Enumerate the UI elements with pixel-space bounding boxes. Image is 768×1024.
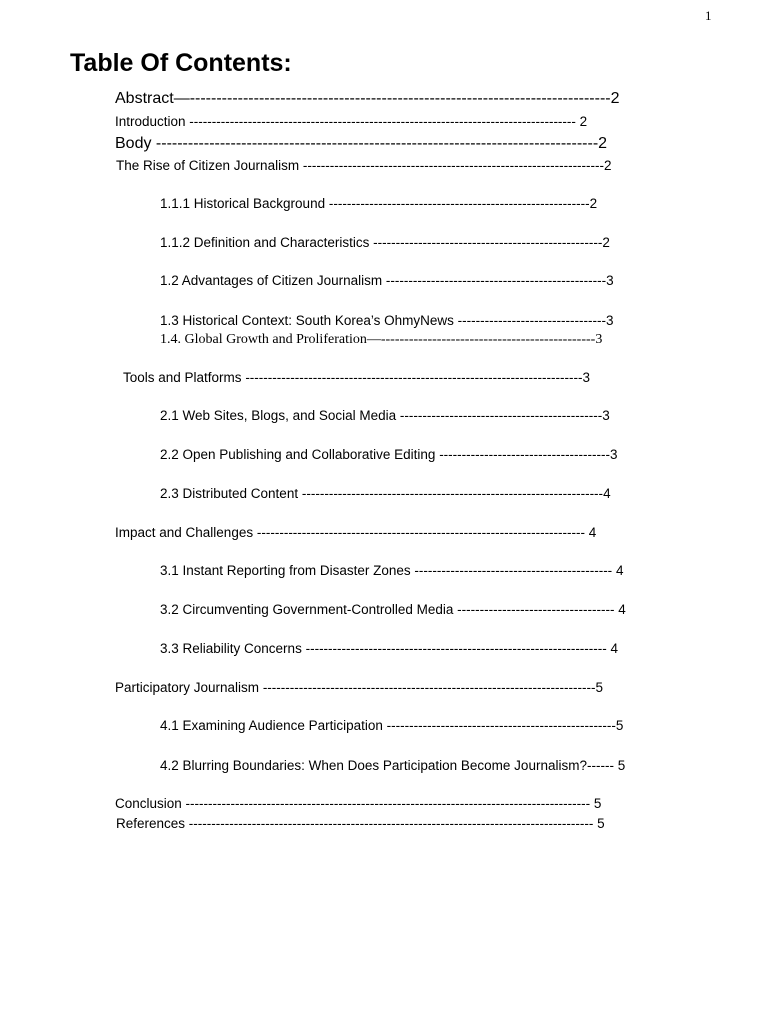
toc-entry-label: 4.1 Examining Audience Participation — [160, 718, 383, 733]
toc-page-number: 3 — [606, 313, 614, 328]
toc-entry-label: Conclusion — [115, 796, 182, 811]
toc-entry-participatory-journalism[interactable] — [115, 680, 603, 696]
toc-leader: --------------------------------- — [453, 313, 606, 328]
toc-entry-ohmynews[interactable] — [160, 313, 614, 329]
toc-entry-label: The Rise of Citizen Journalism — [116, 158, 300, 173]
toc-entry-body[interactable] — [115, 134, 607, 153]
toc-entry-label: 2.1 Web Sites, Blogs, and Social Media — [160, 408, 397, 423]
toc-entry-open-publishing[interactable] — [160, 447, 618, 463]
page-number: 1 — [705, 8, 712, 23]
toc-entry-conclusion[interactable] — [115, 796, 601, 812]
toc-entry-label: Participatory Journalism — [115, 680, 260, 695]
toc-leader: ------------------------------------------------------------------- — [299, 158, 605, 173]
toc-leader: —------------------------------------------------------------------------------- — [173, 90, 611, 107]
toc-leader: —---------------------------------------------- — [366, 332, 596, 347]
toc-entry-label: 2.2 Open Publishing and Collaborative Editing — [160, 447, 436, 462]
toc-entry-circumventing-media[interactable] — [160, 602, 626, 618]
toc-leader: ------------------------------------------------------------------------- — [253, 525, 589, 540]
toc-entry-global-growth[interactable] — [160, 332, 602, 348]
toc-entry-label: 1.4. Global Growth and Proliferation — [160, 332, 367, 347]
toc-leader: --------------------------------------------------- — [382, 718, 616, 733]
toc-entry-label: 1.3 Historical Context: South Korea’s OhmyNews — [160, 313, 454, 328]
toc-entry-introduction[interactable] — [115, 114, 587, 130]
toc-leader: -------------------------------------- — [435, 447, 611, 462]
toc-page-number: 5 — [593, 796, 602, 811]
toc-leader: ------------------------------------------------------------------- — [298, 486, 604, 501]
toc-entry-tools-platforms[interactable] — [123, 370, 590, 386]
toc-entry-label: 3.1 Instant Reporting from Disaster Zones — [160, 563, 411, 578]
toc-page-number: 4 — [588, 525, 597, 540]
toc-leader: -------------------------------------------------------------------------- — [259, 680, 596, 695]
toc-entry-impact-challenges[interactable] — [115, 525, 596, 541]
toc-page-number: 2 — [598, 135, 608, 152]
toc-leader: ----------------------------------- — [453, 602, 619, 617]
page-title: Table Of Contents: — [70, 49, 292, 77]
toc-entry-label: Tools and Platforms — [123, 370, 242, 385]
toc-leader: --------------------------------------------------------------------------- — [241, 370, 583, 385]
toc-leader: ---------------------------------------------------------- — [325, 196, 590, 211]
toc-page-number: 2 — [610, 90, 620, 107]
toc-page-number: 3 — [582, 370, 590, 385]
toc-leader: ------------------------------------------------------------------------------------------ — [181, 796, 594, 811]
toc-entry-distributed-content[interactable] — [160, 486, 611, 502]
toc-leader: -------------------------------------------- — [410, 563, 616, 578]
toc-entry-label: 1.2 Advantages of Citizen Journalism — [160, 273, 383, 288]
toc-leader: --------------------------------------------------- — [369, 235, 603, 250]
toc-leader: ------------------------------------------------------------------------------------------ — [185, 816, 598, 831]
toc-entry-label: 1.1.1 Historical Background — [160, 196, 326, 211]
toc-entry-historical-background[interactable] — [160, 196, 597, 212]
toc-entry-advantages[interactable] — [160, 273, 614, 289]
toc-entry-definition-characteristics[interactable] — [160, 235, 610, 251]
toc-entry-audience-participation[interactable] — [160, 718, 623, 734]
toc-leader: ------------------------------------------------------------------- — [301, 641, 611, 656]
toc-page-number: 3 — [606, 273, 614, 288]
toc-page-number: 3 — [610, 447, 618, 462]
toc-page-number: 2 — [602, 235, 610, 250]
toc-entry-label: Introduction — [115, 114, 186, 129]
toc-entry-references[interactable] — [116, 816, 605, 832]
toc-leader: ------------------------------------------------- — [382, 273, 607, 288]
toc-page-number: 4 — [610, 641, 619, 656]
toc-entry-reliability-concerns[interactable] — [160, 641, 618, 657]
toc-entry-label: 4.2 Blurring Boundaries: When Does Participation Become Journalism? — [160, 758, 587, 773]
toc-entry-label: References — [116, 816, 186, 831]
toc-page-number: 5 — [595, 680, 604, 695]
toc-leader: --------------------------------------------- — [396, 408, 603, 423]
toc-page-number: 3 — [595, 332, 603, 347]
toc-page-number: 4 — [618, 602, 626, 617]
toc-page-number: 5 — [617, 758, 626, 773]
toc-entry-label: Impact and Challenges — [115, 525, 254, 540]
toc-entry-rise-of-citizen-journalism[interactable] — [116, 158, 612, 174]
toc-entry-label: 3.2 Circumventing Government-Controlled Media — [160, 602, 454, 617]
toc-entry-instant-reporting[interactable] — [160, 563, 623, 579]
toc-page-number: 4 — [615, 563, 624, 578]
toc-leader: -------------------------------------------------------------------------------------- — [185, 114, 580, 129]
toc-page-number: 2 — [604, 158, 612, 173]
toc-page-number: 5 — [615, 718, 624, 733]
toc-page-number: 5 — [597, 816, 605, 831]
toc-entry-label: Body — [115, 135, 152, 152]
toc-entry-web-sites-blogs[interactable] — [160, 408, 610, 424]
toc-entry-abstract[interactable] — [115, 89, 620, 108]
toc-entry-label: 3.3 Reliability Concerns — [160, 641, 302, 656]
toc-leader: ------ — [586, 758, 618, 773]
toc-page-number: 2 — [579, 114, 588, 129]
toc-page-number: 3 — [602, 408, 610, 423]
toc-entry-label: Abstract — [115, 90, 174, 107]
toc-entry-label: 1.1.2 Definition and Characteristics — [160, 235, 370, 250]
toc-page-number: 2 — [589, 196, 598, 211]
toc-page-number: 4 — [603, 486, 611, 501]
toc-entry-blurring-boundaries[interactable] — [160, 758, 625, 774]
toc-entry-label: 2.3 Distributed Content — [160, 486, 299, 501]
toc-leader: ----------------------------------------------------------------------------------- — [151, 135, 599, 152]
